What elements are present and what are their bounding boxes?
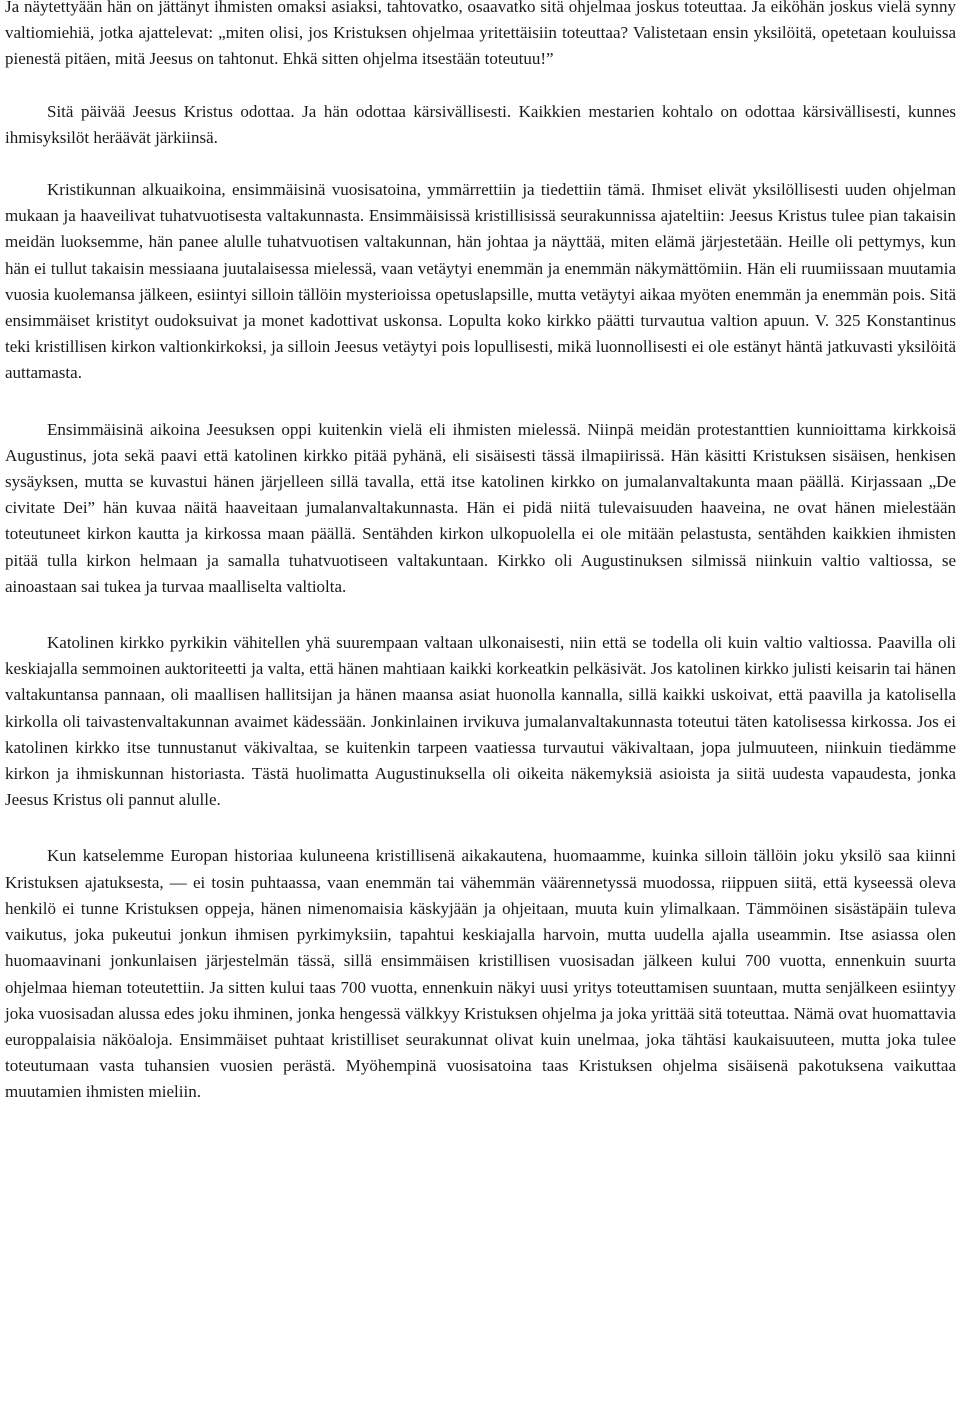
paragraph-4: Ensimmäisinä aikoina Jeesuksen oppi kuitenkin vielä eli ihmisten mielessä. Niinpä meidän protestanttien kunnioittama kirkkoisä Augustinus, jota sekä paavi että katolinen kirkko pitää pyhänä, eli sisäisesti tässä ilmapiirissä. Hän käsitti Kristuksen sisäisen, henkisen sysäyksen, mutta se kuvastui hänen järjelleen sillä tavalla, että itse katolinen kirkko on jumalanvaltakunta maan päällä. Kirjassaan „De civitate Dei” hän kuvaa näitä haaveitaan jumalanvaltakunnasta. Hän ei pidä niitä tulevaisuuden haaveina, ne ovat hänen mielestään toteutuneet kirkon kautta ja kirkossa maan päällä. Sentähden kirkon ulkopuolella ei ole mitään pelastusta, sentähden kaikkien ihmisten pitää tulla kirkon helmaan ja samalla tuhatvuotiseen valtakuntaan. Kirkko oli Augustinuksen silmissä niinkuin valtio valtiossa, se ainoastaan sai tukea ja turvaa maalliselta valtiolta. [5,419,956,596]
paragraph-1: Ja näytettyään hän on jättänyt ihmisten omaksi asiaksi, tahtovatko, osaavatko sitä ohjelmaa joskus toteuttaa. Ja eiköhän joskus vielä synny valtiomiehiä, jotka ajattelevat: „miten olisi, jos Kristuksen ohjelmaa yritettäisiin toteuttaa? Valistetaan ensin yksilöitä, opetetaan kouluissa pienestä pitäen, mitä Jeesus on tahtonut. Ehkä sitten ohjelma itsestään toteutuu!” [5,0,956,69]
paragraph-2: Sitä päivää Jeesus Kristus odottaa. Ja hän odottaa kärsivällisesti. Kaikkien mestarien kohtalo on odottaa kärsivällisesti, kunnes ihmisyksilöt heräävät järkiinsä. [5,101,956,147]
paragraph-spacer [5,387,956,417]
paragraph-3: Kristikunnan alkuaikoina, ensimmäisinä vuosisatoina, ymmärrettiin ja tiedettiin tämä. Ihmiset elivät yksilöllisesti uuden ohjelman mukaan ja haaveilivat tuhatvuotisesta valtakunnasta. Ensimmäisissä kristillisissä seurakunnissa ajateltiin: Jeesus Kristus tulee pian takaisin meidän luoksemme, hän panee alulle tuhatvuotisen valtakunnan, hän johtaa ja näyttää, miten elämä järjestetään. Heille oli pettymys, kun hän ei tullut takaisin messiaana juutalaisessa mielessä, vaan vetäytyi enemmän ja enemmän näkymättömiin. Hän eli ruumiissaan muutamia vuosia kuolemansa jälkeen, esiintyi silloin tällöin mysterioissa opetuslapsille, mutta vetäytyi aikaa myöten enemmän ja enemmän pois. Sitä ensimmäiset kristityt oudoksuivat ja monet kadottivat uskonsa. Lopulta koko kirkko päätti turvautua valtion apuun. V. 325 Konstantinus teki kristillisen kirkon valtionkirkoksi, ja silloin Jeesus vetäytyi pois lopullisesti, mikä luonnollisesti ei ole estänyt häntä jatkuvasti yksilöitä auttamasta. [5,180,956,383]
paragraph-spacer [5,813,956,843]
paragraph-spacer [5,151,956,177]
paragraph-spacer [5,73,956,99]
paragraph-6: Kun katselemme Europan historiaa kuluneena kristillisenä aikakautena, huomaamme, kuinka silloin tällöin joku yksilö saa kiinni Kristuksen ajatuksesta, — ei tosin puhtaassa, vaan enemmän tai vähemmän väärennetyssä muodossa, riippuen siitä, että kyseessä oleva henkilö ei tunne Kristuksen oppeja, hänen nimenomaisia käskyjään ja ohjeitaan, muuta kuin ylimalkaan. Tämmöinen sisästäpäin tuleva vaikutus, joka pukeutui jonkun ihmisen pyrkimyksiin, tapahtui keskiajalla harvoin, mutta uudella ajalla useammin. Itse asiassa olen huomaavinani jonkunlaisen järjestelmän tässä, sillä ensimmäisen kristillisen vuosisadan jälkeen kului 700 vuotta, ennenkuin suurta ohjelmaa hieman toteutettiin. Ja sitten kului taas 700 vuotta, ennenkuin näkyi uusi yritys toteuttamisen suuntaan, mutta senjälkeen esiintyy joka vuosisadan alussa edes joku ihminen, jonka hengessä välkkyy Kristuksen ohjelma ja joka yrittää sitä toteuttaa. Nämä ovat huomattavia europpalaisia näköaloja. Ensimmäiset puhtaat kristilliset seurakunnat olivat kuin unelmaa, joka tähtäsi kaukaisuuteen, mutta joka tulee toteutumaan vasta tuhansien vuosien perästä. Myöhempinä vuosisatoina taas Kristuksen ohjelma sisäisenä pakotuksena vaikuttaa muutamien ihmisten mieliin. [5,846,956,1102]
paragraph-5: Katolinen kirkko pyrkikin vähitellen yhä suurempaan valtaan ulkonaisesti, niin että se todella oli kuin valtio valtiossa. Paavilla oli keskiajalla semmoinen auktoriteetti ja valta, että hänen mahtiaan kaikki korkeatkin pelkäsivät. Jos katolinen kirkko julisti keisarin tai hänen valtakuntansa pannaan, oli maallisen hallitsijan ja hänen maansa asiat huonolla kannalla, sillä kaikki uskoivat, että paavilla ja katolisella kirkolla oli taivastenvaltakunnan avaimet kädessään. Jonkinlainen irvikuva jumalanvaltakunnasta toteutui täten katolisessa kirkossa. Jos ei katolinen kirkko itse tunnustanut väkivaltaa, se kuitenkin tarpeen vaatiessa turvautui väkivaltaan, jopa julmuuteen, niinkuin tiedämme kirkon ja ihmiskunnan historiasta. Tästä huolimatta Augustinuksella oli oikeita näkemyksiä asioista ja siitä uudesta vapaudesta, jonka Jeesus Kristus oli pannut alulle. [5,633,956,810]
paragraph-spacer [5,600,956,630]
